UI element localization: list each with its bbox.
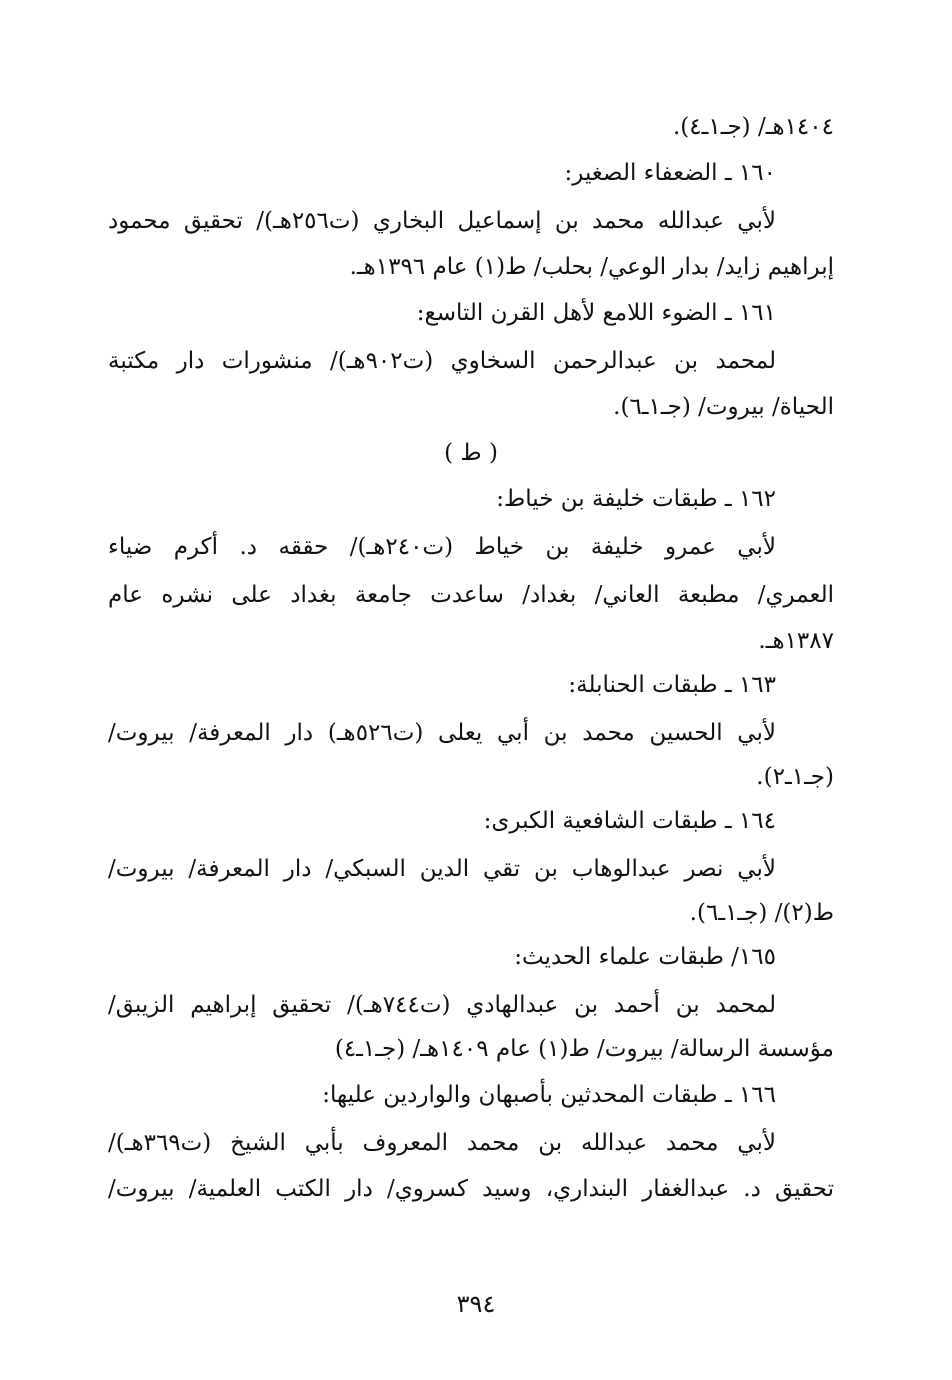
- entry-text-line: إبراهيم زايد/ بدار الوعي/ بحلب/ ط(١) عام ١٣٩٦هـ.: [349, 254, 834, 280]
- entry-text-line: لأبي محمد عبدالله بن محمد المعروف بأبي الشيخ (ت٣٦٩هـ)/: [108, 1130, 776, 1156]
- entry-text-line: مؤسسة الرسالة/ بيروت/ ط(١) عام ١٤٠٩هـ/ (جـ١ـ٤): [334, 1036, 834, 1062]
- entry-text-line: لأبي عبدالله محمد بن إسماعيل البخاري (ت٢٥٦هـ)/ تحقيق محمود: [108, 208, 776, 234]
- section-letter-heading: ( ط ): [444, 440, 498, 466]
- entry-text-line: ط(٢)/ (جـ١ـ٦).: [689, 900, 834, 926]
- entry-text-line: تحقيق د. عبدالغفار البنداري، وسيد كسروي/ دار الكتب العلمية/ بيروت/: [108, 1176, 834, 1202]
- entry-text-line: ١٣٨٧هـ.: [758, 628, 834, 654]
- entry-heading-164: ١٦٤ ـ طبقات الشافعية الكبرى:: [483, 808, 776, 834]
- entry-text-line: لأبي عمرو خليفة بن خياط (ت٢٤٠هـ)/ حققه د. أكرم ضياء: [108, 534, 776, 560]
- entry-heading-160: ١٦٠ ـ الضعفاء الصغير:: [564, 160, 776, 186]
- entry-text-line: لأبي نصر عبدالوهاب بن تقي الدين السبكي/ دار المعرفة/ بيروت/: [108, 856, 776, 882]
- entry-heading-163: ١٦٣ ـ طبقات الحنابلة:: [568, 672, 776, 698]
- entry-text-line: لمحمد بن عبدالرحمن السخاوي (ت٩٠٢هـ)/ منشورات دار مكتبة: [108, 348, 776, 374]
- entry-heading-165: ١٦٥/ طبقات علماء الحديث:: [514, 944, 776, 970]
- entry-text-line: لأبي الحسين محمد بن أبي يعلى (ت٥٢٦هـ) دار المعرفة/ بيروت/: [108, 720, 776, 746]
- entry-text-line: (جـ١ـ٢).: [756, 764, 834, 790]
- entry-text-line: العمري/ مطبعة العاني/ بغداد/ ساعدت جامعة بغداد على نشره عام: [108, 582, 834, 608]
- entry-heading-166: ١٦٦ ـ طبقات المحدثين بأصبهان والواردين عليها:: [322, 1082, 776, 1108]
- entry-heading-161: ١٦١ ـ الضوء اللامع لأهل القرن التاسع:: [416, 300, 776, 326]
- continuation-line: ١٤٠٤هـ/ (جـ١ـ٤).: [672, 114, 834, 140]
- entry-text-line: لمحمد بن أحمد بن عبدالهادي (ت٧٤٤هـ)/ تحقيق إبراهيم الزيبق/: [108, 992, 776, 1018]
- entry-heading-162: ١٦٢ ـ طبقات خليفة بن خياط:: [496, 486, 776, 512]
- entry-text-line: الحياة/ بيروت/ (جـ١ـ٦).: [613, 394, 834, 420]
- page-number: ٣٩٤: [456, 1290, 496, 1318]
